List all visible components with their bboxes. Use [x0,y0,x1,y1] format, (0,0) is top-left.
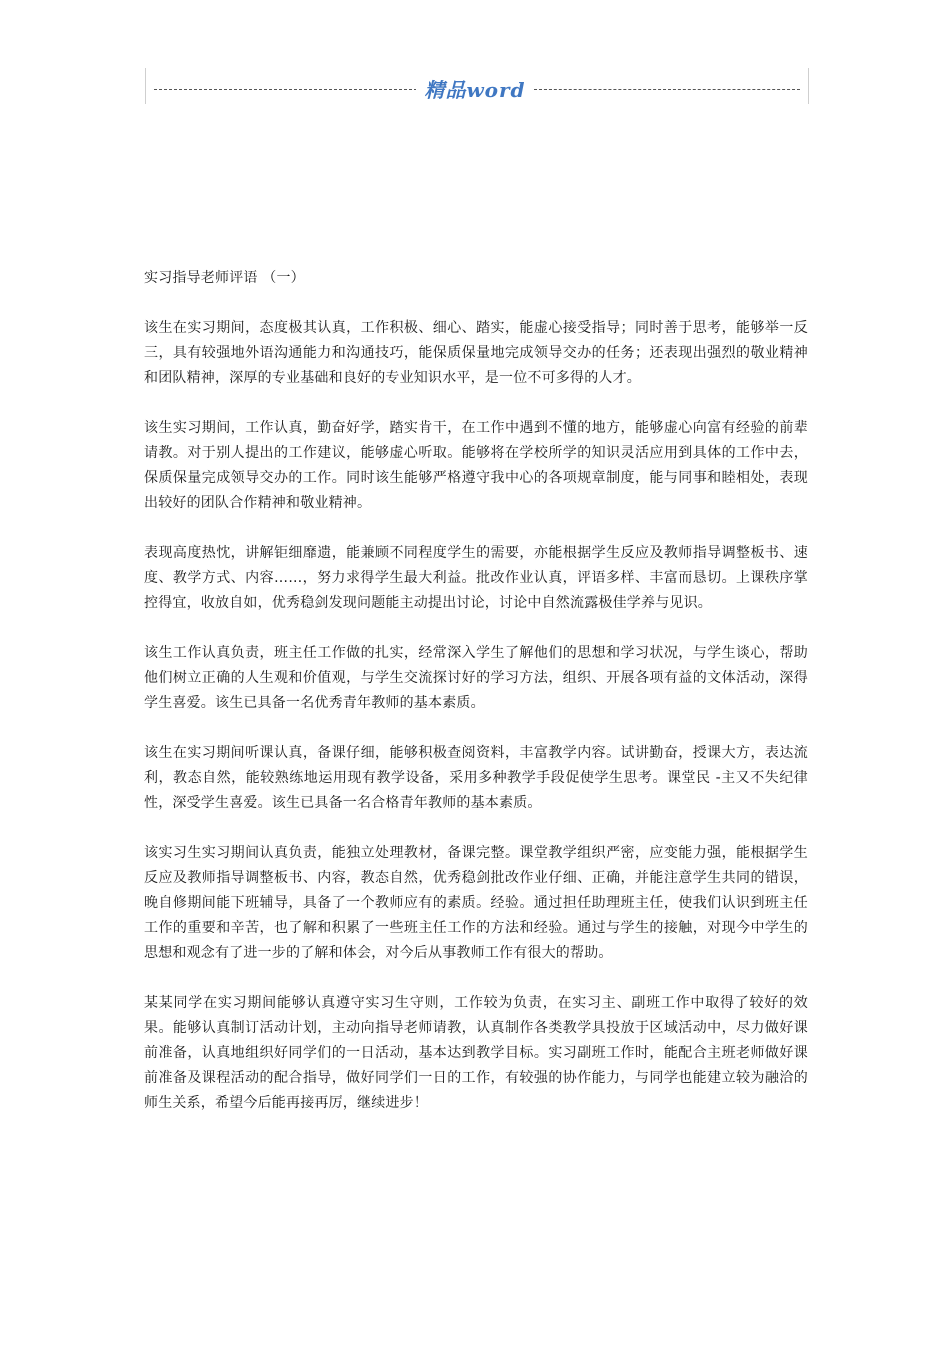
paragraph: 表现高度热忱，讲解钜细靡遗，能兼顾不同程度学生的需要，亦能根据学生反应及教师指导调整板书、速度、教学方式、内容……，努力求得学生最大利益。批改作业认真，评语多样、丰富而恳切。上课秩序掌控得宜，收放自如，优秀稳剑发现问题能主动提出讨论，讨论中自然流露极佳学养与见识。 [144,545,808,611]
document-body [144,266,808,1141]
paragraph: 该生工作认真负责，班主任工作做的扎实，经常深入学生了解他们的思想和学习状况，与学生谈心，帮助他们树立正确的人生观和价值观，与学生交流探讨好的学习方法，组织、开展各项有益的文体活动，深得学生喜爱。该生已具备一名优秀青年教师的基本素质。 [144,645,808,711]
paragraph: 该生在实习期间听课认真，备课仔细，能够积极查阅资料，丰富教学内容。试讲勤奋，授课大方，表达流利，教态自然，能较熟练地运用现有教学设备，采用多种教学手段促使学生思考。课堂民 -主又不失纪律性，深受学生喜爱。该生已具备一名合格青年教师的基本素质。 [144,745,808,811]
paragraph: 该实习生实习期间认真负责，能独立处理教材，备课完整。课堂教学组织严密，应变能力强，能根据学生反应及教师指导调整板书、内容，教态自然，优秀稳剑批改作业仔细、正确，并能注意学生共同的错误，晚自修期间能下班辅导，具备了一个教师应有的素质。经验。通过担任助理班主任，使我们认识到班主任工作的重要和辛苦，也了解和积累了一些班主任工作的方法和经验。通过与学生的接触，对现今中学生的思想和观念有了进一步的了解和体会，对今后从事教师工作有很大的帮助。 [144,845,808,961]
paragraph: 该生在实习期间，态度极其认真，工作积极、细心、踏实，能虚心接受指导；同时善于思考，能够举一反三，具有较强地外语沟通能力和沟通技巧，能保质保量地完成领导交办的任务；还表现出强烈的敬业精神和团队精神，深厚的专业基础和良好的专业知识水平，是一位不可多得的人才。 [144,320,808,386]
paragraph: 该生实习期间，工作认真，勤奋好学，踏实肯干，在工作中遇到不懂的地方，能够虚心向富有经验的前辈请教。对于别人提出的工作建议，能够虚心听取。能够将在学校所学的知识灵活应用到具体的工作中去，保质保量完成领导交办的工作。同时该生能够严格遵守我中心的各项规章制度，能与同事和睦相处，表现出较好的团队合作精神和敬业精神。 [144,420,808,511]
header-brand: 精品word [416,74,534,103]
paragraph: 某某同学在实习期间能够认真遵守实习生守则，工作较为负责，在实习主、副班工作中取得了较好的效果。能够认真制订活动计划，主动向指导老师请教，认真制作各类教学具投放于区域活动中，尽力做好课前准备，认真地组织好同学们的一日活动，基本达到教学目标。实习副班工作时，能配合主班老师做好课前准备及课程活动的配合指导，做好同学们一日的工作，有较强的协作能力，与同学也能建立较为融洽的师生关系，希望今后能再接再厉，继续进步！ [144,995,808,1111]
document-title: 实习指导老师评语 （一） [144,270,305,286]
header-right-dashed-rule [534,89,800,90]
page-header [145,68,809,104]
